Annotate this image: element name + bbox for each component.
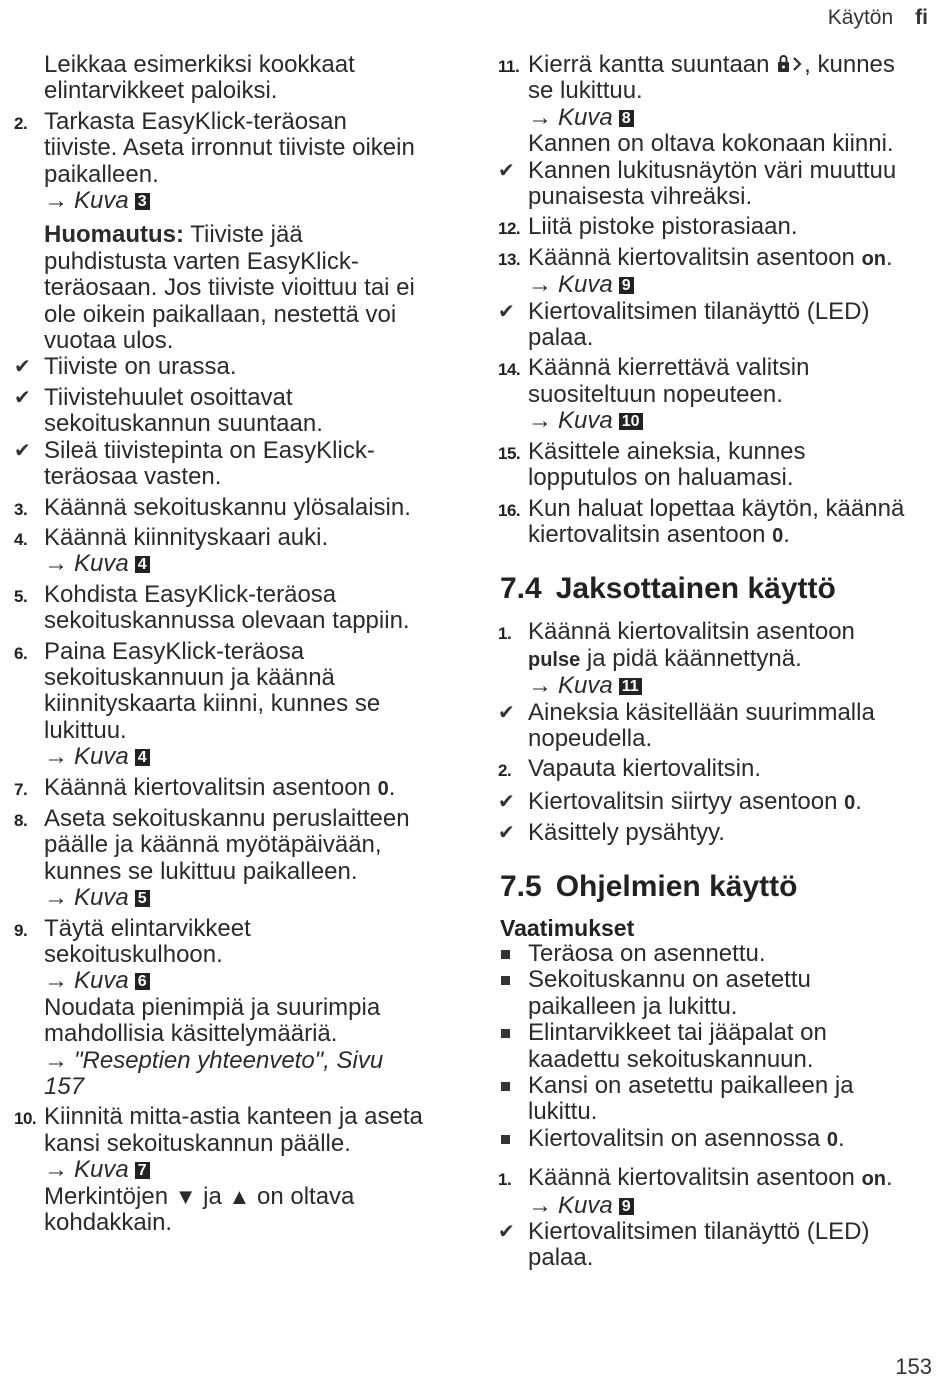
note-label: Huomautus:	[44, 221, 184, 249]
requirement-item	[528, 1020, 938, 1046]
text-part: Merkintöjen	[44, 1182, 175, 1210]
text-line: vuotaa ulos.	[44, 327, 174, 355]
text-line: paikalleen.	[44, 160, 159, 188]
step-number: 13.	[498, 249, 521, 269]
step-number: 16.	[498, 500, 521, 520]
section-number: 7.4	[500, 572, 542, 606]
step-3	[14, 493, 464, 521]
text-line: palaa.	[528, 1244, 594, 1272]
step-11	[498, 51, 938, 78]
step-text: Kohdista EasyKlick-teräosa	[44, 580, 337, 608]
check-icon: ✔	[498, 701, 515, 724]
step-text: Kierrä kantta suuntaan	[528, 51, 777, 78]
step-16	[498, 494, 938, 522]
requirement-text: Sekoituskannu on asetettu	[528, 966, 811, 994]
bullet-square-icon	[501, 1135, 510, 1144]
bullet-square-icon	[501, 976, 510, 985]
figure-ref	[44, 188, 464, 214]
step-text: Käännä kiertovalitsin asentoon	[44, 773, 378, 801]
figure-number: 9	[619, 277, 634, 294]
step-text: Käännä sekoituskannu ylösalaisin.	[44, 493, 411, 521]
figure-word: Kuva	[74, 967, 129, 995]
up-triangle-icon: ▲	[228, 1183, 251, 1209]
section-heading-7-4	[500, 571, 938, 607]
figure-ref	[44, 968, 464, 994]
text-line: teräosaa vasten.	[44, 463, 222, 491]
result-item	[14, 383, 464, 411]
text-line: kansi sekoituskannun päälle.	[44, 1129, 351, 1157]
text-line: teräosaan. Jos tiiviste vioittuu tai ei	[44, 274, 415, 302]
result-item	[498, 787, 938, 816]
requirement-item	[528, 941, 938, 967]
requirement-text: Kiertovalitsin on asennossa	[528, 1124, 827, 1152]
step-6	[14, 637, 464, 665]
check-icon: ✔	[498, 822, 515, 845]
step-number: 2.	[498, 761, 512, 781]
text-part: ja	[196, 1182, 229, 1210]
text-line: se lukittuu.	[528, 77, 643, 105]
step-1	[498, 618, 938, 646]
position-symbol: pulse	[528, 648, 581, 671]
punctuation: .	[837, 1124, 845, 1152]
text-line: Kannen on oltava kokonaan kiinni.	[528, 130, 894, 158]
step-12	[498, 213, 938, 241]
text-line: sekoituskannussa olevaan tappiin.	[44, 607, 410, 635]
step-8	[14, 804, 464, 832]
figure-ref	[528, 408, 938, 434]
result-text: Tiivistehuulet osoittavat	[44, 383, 293, 411]
requirement-item	[528, 967, 938, 993]
step-text: , kunnes	[804, 51, 895, 78]
step-1	[498, 1164, 938, 1192]
text-part: ja pidä käännettynä.	[580, 644, 802, 672]
step-number: 2.	[14, 113, 28, 133]
position-symbol: 0	[844, 791, 856, 814]
note-text: Tiiviste jää	[184, 221, 303, 249]
step-text: Kiinnitä mitta-astia kanteen ja aseta	[44, 1103, 423, 1131]
text-line: suositeltuun nopeuteen.	[528, 380, 783, 408]
text-part: kiertovalitsin asentoon	[528, 520, 773, 548]
step-number: 11.	[498, 57, 520, 76]
text-line: palaa.	[528, 324, 594, 352]
step-text: Täytä elintarvikkeet	[44, 914, 251, 942]
step-15	[498, 437, 938, 465]
section-heading-7-5	[500, 869, 938, 905]
step-number: 7.	[14, 779, 28, 799]
figure-word: Kuva	[558, 672, 613, 700]
step-10	[14, 1103, 464, 1131]
text-line: kiinnityskaarta kiinni, kunnes se	[44, 690, 381, 718]
arrow-icon: →	[44, 967, 68, 995]
section-title: Jaksottainen käyttö	[555, 572, 836, 606]
down-triangle-icon: ▼	[174, 1183, 197, 1209]
text-line: sekoituskulhoon.	[44, 941, 223, 968]
figure-number: 7	[135, 1162, 150, 1179]
check-icon: ✔	[498, 300, 515, 323]
figure-number: 8	[619, 110, 634, 127]
bullet-square-icon	[501, 1082, 510, 1091]
step-text: Käännä kiinnityskaari auki.	[44, 523, 329, 551]
figure-word: Kuva	[74, 550, 129, 578]
arrow-icon: →	[528, 103, 552, 131]
step-14	[498, 354, 938, 382]
figure-number: 11	[619, 678, 642, 695]
text-line: puhdistusta varten EasyKlick-	[44, 247, 359, 275]
position-symbol: 0	[826, 1128, 838, 1151]
page-reference[interactable]	[44, 1048, 464, 1074]
bullet-square-icon	[501, 950, 510, 959]
position-symbol: on	[861, 247, 886, 270]
figure-number: 4	[135, 749, 150, 766]
step-7	[14, 773, 464, 802]
figure-number: 9	[619, 1198, 634, 1215]
check-icon: ✔	[14, 356, 31, 379]
step-number: 4.	[14, 529, 28, 549]
step-number: 9.	[14, 920, 28, 940]
arrow-icon: →	[44, 187, 68, 215]
reference-text: "Reseptien yhteenveto", Sivu	[74, 1046, 384, 1074]
arrow-icon: →	[528, 407, 552, 435]
text-line	[44, 1184, 464, 1210]
position-symbol: 0	[772, 524, 784, 547]
requirements-heading: Vaatimukset	[500, 914, 635, 941]
figure-number: 6	[135, 973, 150, 990]
requirement-text: Kansi on asetettu paikalleen ja	[528, 1072, 854, 1099]
result-item	[498, 698, 938, 726]
step-number: 1.	[498, 624, 512, 644]
result-text: Kannen lukitusnäytön väri muuttuu	[528, 156, 897, 184]
requirement-text: Teräosa on asennettu.	[528, 939, 766, 967]
figure-ref	[528, 272, 938, 298]
page-number: 153	[895, 1354, 932, 1379]
figure-ref	[44, 1157, 464, 1183]
position-symbol: on	[861, 1168, 886, 1191]
arrow-icon: →	[528, 1191, 552, 1219]
arrow-icon: →	[44, 1156, 68, 1184]
result-item	[498, 156, 938, 184]
step-2	[498, 755, 938, 783]
check-icon: ✔	[14, 386, 31, 409]
step-number: 10.	[14, 1109, 37, 1129]
step-4	[14, 523, 464, 551]
step-text: Kun haluat lopettaa käytön, käännä	[528, 494, 905, 522]
text-line: nopeudella.	[528, 724, 653, 752]
step-text: Tarkasta EasyKlick-teräosan	[44, 107, 347, 135]
punctuation: .	[783, 520, 790, 548]
step-text: Käännä kiertovalitsin asentoon	[528, 618, 855, 646]
text-line: sekoituskannun suuntaan.	[44, 410, 323, 438]
text-line: punaisesta vihreäksi.	[528, 183, 753, 211]
requirement-item	[528, 1073, 938, 1099]
figure-ref	[528, 1193, 938, 1219]
figure-word: Kuva	[558, 1191, 613, 1219]
text-line: Leikkaa esimerkiksi kookkaat	[44, 51, 355, 78]
figure-word: Kuva	[74, 1156, 129, 1184]
figure-number: 4	[135, 556, 150, 573]
punctuation: .	[886, 1164, 893, 1192]
arrow-icon: →	[528, 672, 552, 700]
text-line: paikalleen ja lukittu.	[528, 992, 738, 1020]
step-2	[14, 107, 464, 135]
arrow-icon: →	[528, 271, 552, 299]
text-line: lukittu.	[528, 1098, 598, 1126]
check-icon: ✔	[498, 1221, 515, 1244]
requirement-text: Elintarvikkeet tai jääpalat on	[528, 1019, 827, 1047]
requirement-item	[528, 1126, 938, 1153]
result-text: Kiertovalitsimen tilanäyttö (LED)	[528, 1218, 870, 1246]
note	[44, 222, 464, 248]
result-item	[14, 436, 464, 464]
result-item	[498, 1218, 938, 1246]
text-line: kaadettu sekoituskannuun.	[528, 1045, 814, 1073]
step-13	[498, 243, 938, 272]
arrow-icon: →	[44, 884, 68, 912]
check-icon: ✔	[498, 159, 515, 182]
left-column	[14, 51, 464, 1237]
section-title: Ohjelmien käyttö	[555, 869, 798, 903]
step-text: Aseta sekoituskannu peruslaitteen	[44, 804, 410, 832]
figure-word: Kuva	[74, 884, 129, 912]
section-number: 7.5	[500, 869, 542, 903]
step-number: 5.	[14, 586, 28, 606]
reference-page: 157	[44, 1073, 85, 1101]
result-text: Käsittely pysähtyy.	[528, 819, 725, 847]
result-item	[498, 297, 938, 325]
text-line: ole oikein paikallaan, nestettä voi	[44, 300, 397, 328]
step-text: Vapauta kiertovalitsin.	[528, 755, 762, 783]
figure-word: Kuva	[558, 407, 613, 435]
punctuation: .	[388, 773, 396, 801]
figure-ref	[528, 673, 938, 699]
step-number: 14.	[498, 360, 521, 380]
step-text: Käännä kierrettävä valitsin	[528, 354, 810, 382]
result-item	[498, 819, 938, 847]
figure-ref	[44, 744, 464, 770]
figure-word: Kuva	[558, 271, 613, 299]
step-number: 8.	[14, 810, 28, 830]
result-text: Aineksia käsitellään suurimmalla	[528, 698, 875, 726]
lock-icon	[776, 51, 804, 78]
step-text: Paina EasyKlick-teräosa	[44, 637, 305, 665]
step-text: Käännä kiertovalitsin asentoon	[528, 243, 862, 271]
figure-word: Kuva	[74, 187, 129, 215]
text-line: lukittuu.	[44, 716, 127, 744]
figure-ref	[44, 551, 464, 577]
result-text: Sileä tiivistepinta on EasyKlick-	[44, 436, 375, 464]
step-number: 12.	[498, 219, 521, 239]
figure-number: 5	[135, 890, 150, 907]
text-part: on oltava	[250, 1182, 355, 1210]
figure-number: 3	[135, 193, 150, 210]
step-text: Liitä pistoke pistorasiaan.	[528, 213, 798, 241]
check-icon: ✔	[498, 790, 515, 813]
text-line: mahdollisia käsittelymääriä.	[44, 1020, 338, 1048]
text-line: kohdakkain.	[44, 1209, 173, 1237]
text-line: päälle ja käännä myötäpäivään,	[44, 831, 382, 859]
arrow-icon: →	[44, 550, 68, 578]
section-title: Käytön	[827, 6, 894, 29]
result-item	[14, 353, 464, 381]
step-number: 6.	[14, 643, 28, 663]
figure-word: Kuva	[558, 103, 613, 131]
text-line: tiiviste. Aseta irronnut tiiviste oikein	[44, 134, 415, 162]
punctuation: .	[855, 787, 862, 815]
text-line	[528, 646, 938, 673]
text-line: elintarvikkeet paloiksi.	[44, 77, 278, 105]
figure-number: 10	[619, 413, 643, 430]
arrow-icon: →	[44, 743, 68, 771]
step-text: Käsittele aineksia, kunnes	[528, 437, 806, 465]
position-symbol: 0	[377, 777, 389, 800]
text-line	[528, 522, 938, 549]
result-text: Kiertovalitsimen tilanäyttö (LED)	[528, 297, 870, 325]
punctuation: .	[886, 243, 893, 271]
figure-ref	[44, 885, 464, 911]
text-line: sekoituskannuun ja käännä	[44, 663, 335, 691]
step-5	[14, 580, 464, 608]
page-header	[828, 6, 928, 30]
result-text: Kiertovalitsin siirtyy asentoon	[528, 787, 845, 815]
figure-word: Kuva	[74, 743, 129, 771]
result-text: Tiiviste on urassa.	[44, 353, 237, 381]
figure-ref	[528, 105, 938, 131]
text-line: Noudata pienimpiä ja suurimpia	[44, 993, 381, 1021]
text-line: lopputulos on haluamasi.	[528, 464, 794, 492]
step-number: 3.	[14, 499, 28, 519]
language-code: fi	[915, 6, 928, 29]
step-number: 1.	[498, 1170, 512, 1190]
text-line: kunnes se lukittuu paikalleen.	[44, 857, 358, 885]
arrow-icon: →	[44, 1046, 68, 1074]
step-number: 15.	[498, 443, 521, 463]
bullet-square-icon	[501, 1029, 510, 1038]
step-text: Käännä kiertovalitsin asentoon	[528, 1164, 862, 1192]
right-column	[498, 51, 938, 1272]
step-9	[14, 914, 464, 942]
check-icon: ✔	[14, 439, 31, 462]
